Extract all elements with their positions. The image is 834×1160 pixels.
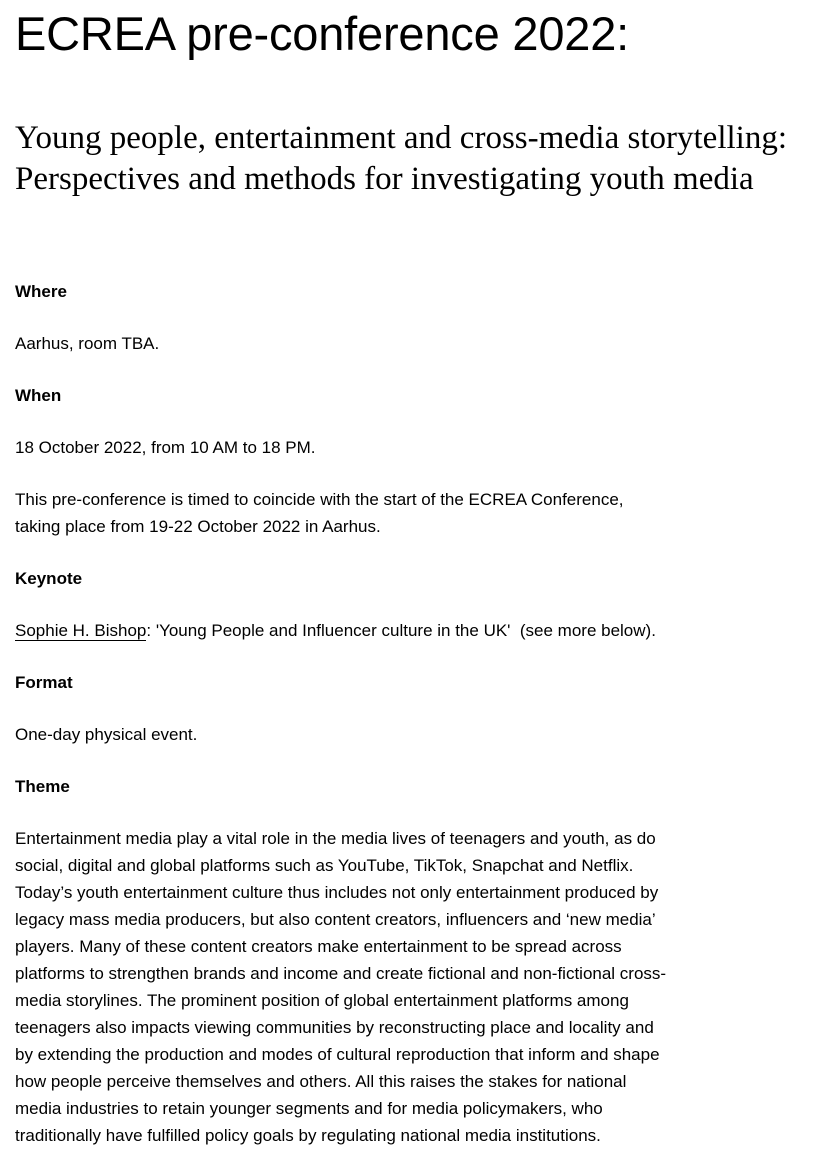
keynote-text	[15, 617, 710, 644]
when-text: 18 October 2022, from 10 AM to 18 PM.	[15, 438, 316, 457]
theme-heading: Theme	[15, 777, 70, 796]
theme-line: platforms to strengthen brands and income and create fictional and non-fictional cross-	[15, 964, 667, 983]
event-details	[15, 278, 710, 1149]
conference-note	[15, 486, 710, 540]
theme-line: media industries to retain younger segments and for media policymakers, who	[15, 1099, 603, 1118]
theme-line: players. Many of these content creators make entertainment to be spread across	[15, 937, 622, 956]
keynote-speaker-link[interactable]: Sophie H. Bishop	[15, 621, 147, 640]
where-heading: Where	[15, 282, 67, 301]
theme-line: social, digital and global platforms such as YouTube, TikTok, Snapchat and Netflix.	[15, 856, 634, 875]
theme-line: media storylines. The prominent position of global entertainment platforms among	[15, 991, 629, 1010]
page-subtitle	[15, 118, 830, 200]
keynote-heading: Keynote	[15, 569, 83, 588]
page-title: ECREA pre-conference 2022:	[15, 7, 629, 60]
theme-line: traditionally have fulfilled policy goals by regulating national media institutions.	[15, 1126, 601, 1145]
page-content	[15, 0, 825, 1149]
theme-line: how people perceive themselves and others. All this raises the stakes for national	[15, 1072, 627, 1091]
theme-line: by extending the production and modes of cultural reproduction that inform and shape	[15, 1045, 660, 1064]
theme-line: Entertainment media play a vital role in the media lives of teenagers and youth, as do	[15, 829, 656, 848]
format-heading: Format	[15, 673, 73, 692]
conference-note-line-2: taking place from 19-22 October 2022 in Aarhus.	[15, 517, 381, 536]
theme-line: Today’s youth entertainment culture thus includes not only entertainment produced by	[15, 883, 659, 902]
conference-note-line-1: This pre-conference is timed to coincide with the start of the ECREA Conference,	[15, 490, 624, 509]
when-heading: When	[15, 386, 62, 405]
theme-line: legacy mass media producers, but also content creators, influencers and ‘new media’	[15, 910, 656, 929]
format-text: One-day physical event.	[15, 725, 198, 744]
subtitle-line-2: Perspectives and methods for investigating youth media	[15, 161, 754, 197]
where-text: Aarhus, room TBA.	[15, 334, 160, 353]
subtitle-line-1: Young people, entertainment and cross-media storytelling:	[15, 120, 787, 156]
keynote-talk-title: : 'Young People and Influencer culture in the UK' (see more below).	[146, 621, 656, 640]
theme-paragraph	[15, 825, 710, 1149]
theme-line: teenagers also impacts viewing communities by reconstructing place and locality and	[15, 1018, 654, 1037]
